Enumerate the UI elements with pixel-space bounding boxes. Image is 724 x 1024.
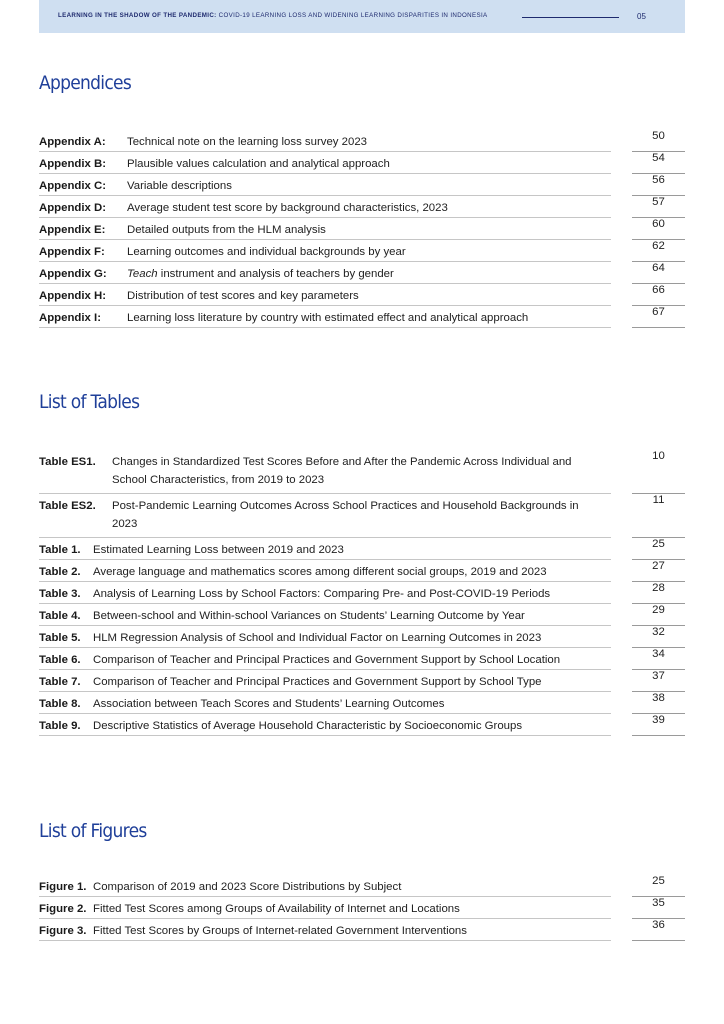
table-entry-label: Table ES2.: [39, 500, 96, 512]
appendix-entry-title-text: Detailed outputs from the HLM analysis: [127, 224, 326, 236]
appendix-entry-page[interactable]: 57: [632, 196, 685, 218]
figure-entry-title-text: Fitted Test Scores among Groups of Availability of Internet and Locations: [93, 903, 460, 915]
appendix-entry-page[interactable]: 66: [632, 284, 685, 306]
table-entry-title: [93, 541, 344, 559]
table-entry[interactable]: [39, 692, 611, 714]
appendix-entry-title: [127, 155, 390, 173]
appendix-entry-label: Appendix E:: [39, 224, 106, 236]
table-entry[interactable]: [39, 604, 611, 626]
figure-entry-page[interactable]: 35: [632, 897, 685, 919]
appendix-entry-title-italic: Teach: [127, 268, 158, 280]
table-entry[interactable]: [39, 560, 611, 582]
appendix-entry-page[interactable]: 67: [632, 306, 685, 328]
appendix-entry[interactable]: [39, 284, 611, 306]
appendix-entry[interactable]: [39, 218, 611, 240]
table-entry[interactable]: [39, 714, 611, 736]
table-entry-page[interactable]: 37: [632, 670, 685, 692]
figure-entry-title-text: Fitted Test Scores by Groups of Internet-related Government Interventions: [93, 925, 467, 937]
tables-heading: List of Tables: [39, 391, 140, 413]
appendix-entry-title: [127, 243, 406, 261]
table-entry-page[interactable]: 28: [632, 582, 685, 604]
appendix-entry-title-text: Average student test score by background characteristics, 2023: [127, 202, 448, 214]
table-entry-label: Table 1.: [39, 544, 81, 556]
appendix-entry-label: Appendix D:: [39, 202, 107, 214]
header-title-rest: COVID-19 LEARNING LOSS AND WIDENING LEARNING DISPARITIES IN INDONESIA: [218, 12, 488, 19]
appendix-entry[interactable]: [39, 130, 611, 152]
appendix-entry-title: [127, 133, 367, 151]
appendix-entry-title: [127, 199, 448, 217]
table-entry-title: [93, 695, 444, 713]
table-entry-label: Table 4.: [39, 610, 81, 622]
table-entry-title: [93, 629, 541, 647]
appendix-entry-label: Appendix I:: [39, 312, 102, 324]
table-entry[interactable]: [39, 626, 611, 648]
appendix-entry[interactable]: [39, 306, 611, 328]
header-divider: [522, 17, 619, 18]
table-entry-page[interactable]: 38: [632, 692, 685, 714]
table-entry-title: [93, 585, 550, 603]
appendix-entry[interactable]: [39, 240, 611, 262]
appendix-entry-page[interactable]: 54: [632, 152, 685, 174]
table-entry-page[interactable]: 25: [632, 538, 685, 560]
appendix-entry-title-text: Plausible values calculation and analytical approach: [127, 158, 390, 170]
appendix-entry-label: Appendix F:: [39, 246, 105, 258]
table-entry-label: Table 3.: [39, 588, 81, 600]
table-entry-title-text: Between-school and Within-school Variances on Students’ Learning Outcome by Year: [93, 610, 525, 622]
table-entry-page[interactable]: 10: [632, 450, 685, 494]
header-page-number: 05: [637, 12, 646, 21]
table-entry-label: Table 6.: [39, 654, 81, 666]
table-entry-title: [112, 453, 582, 489]
table-entry-title-text: Post-Pandemic Learning Outcomes Across School Practices and Household Backgrounds in 2023: [112, 500, 579, 530]
table-entry-title: [93, 673, 542, 691]
table-entry[interactable]: [39, 648, 611, 670]
table-entry-title: [93, 607, 525, 625]
table-entry[interactable]: [39, 494, 611, 538]
appendix-entry[interactable]: [39, 174, 611, 196]
table-entry-title-text: Estimated Learning Loss between 2019 and 2023: [93, 544, 344, 556]
table-entry-label: Table 9.: [39, 720, 81, 732]
appendix-entry-page[interactable]: 56: [632, 174, 685, 196]
figures-heading: List of Figures: [39, 820, 147, 842]
appendix-entry-page[interactable]: 64: [632, 262, 685, 284]
running-header-title: [58, 12, 488, 19]
figure-entry-title: [93, 900, 460, 918]
running-header: [39, 0, 685, 33]
figure-entry[interactable]: [39, 919, 611, 941]
appendix-entry-title: [127, 287, 359, 305]
figures-page-column: [632, 875, 685, 941]
header-title-bold: LEARNING IN THE SHADOW OF THE PANDEMIC:: [58, 12, 217, 19]
table-entry[interactable]: [39, 538, 611, 560]
appendix-entry-title: [127, 309, 528, 327]
table-entry-title-text: Comparison of Teacher and Principal Practices and Government Support by School Type: [93, 676, 542, 688]
table-entry-page[interactable]: 34: [632, 648, 685, 670]
table-entry-page[interactable]: 11: [632, 494, 685, 538]
figure-entry-title-text: Comparison of 2019 and 2023 Score Distributions by Subject: [93, 881, 402, 893]
appendix-entry-title: [127, 221, 326, 239]
table-entry[interactable]: [39, 450, 611, 494]
appendix-entry[interactable]: [39, 152, 611, 174]
appendix-entry-title: [127, 265, 394, 283]
appendix-entry[interactable]: [39, 196, 611, 218]
appendix-entry-title: [127, 177, 232, 195]
appendix-entry-title-text: Variable descriptions: [127, 180, 232, 192]
tables-page-column: [632, 450, 685, 736]
appendix-entry-page[interactable]: 62: [632, 240, 685, 262]
appendix-entry-title-text: instrument and analysis of teachers by gender: [157, 268, 394, 280]
appendix-entry-title-text: Learning loss literature by country with estimated effect and analytical approach: [127, 312, 529, 324]
table-entry-label: Table 5.: [39, 632, 81, 644]
table-entry-label: Table 2.: [39, 566, 81, 578]
appendix-entry-title-text: Distribution of test scores and key parameters: [127, 290, 359, 302]
table-entry-label: Table 8.: [39, 698, 81, 710]
figures-list: [39, 875, 611, 941]
appendix-entry-label: Appendix B:: [39, 158, 107, 170]
table-entry-title-text: Comparison of Teacher and Principal Practices and Government Support by School Location: [93, 654, 561, 666]
figure-entry-label: Figure 1.: [39, 881, 87, 893]
appendix-entry[interactable]: [39, 262, 611, 284]
table-entry-title-text: Changes in Standardized Test Scores Before and After the Pandemic Across Individual and School Characteristics, from 2019 to 2023: [112, 456, 572, 486]
appendix-entry-title-text: Learning outcomes and individual backgrounds by year: [127, 246, 406, 258]
appendix-entry-label: Appendix C:: [39, 180, 107, 192]
table-entry-title-text: Association between Teach Scores and Students’ Learning Outcomes: [93, 698, 445, 710]
table-entry-title: [93, 651, 560, 669]
figure-entry-title: [93, 922, 467, 940]
appendices-page-column: [632, 130, 685, 328]
appendix-entry-page[interactable]: 60: [632, 218, 685, 240]
table-entry-page[interactable]: 29: [632, 604, 685, 626]
appendix-entry-label: Appendix H:: [39, 290, 107, 302]
figure-entry-page[interactable]: 25: [632, 875, 685, 897]
table-entry-title: [93, 563, 547, 581]
appendices-heading: Appendices: [39, 72, 132, 94]
figure-entry[interactable]: [39, 875, 611, 897]
appendices-list: [39, 130, 611, 328]
tables-list: [39, 450, 611, 736]
table-entry[interactable]: [39, 582, 611, 604]
table-entry-page[interactable]: 32: [632, 626, 685, 648]
figure-entry-title: [93, 878, 401, 896]
appendix-entry-label: Appendix G:: [39, 268, 107, 280]
table-entry-label: Table ES1.: [39, 456, 96, 468]
figure-entry-page[interactable]: 36: [632, 919, 685, 941]
table-entry-title-text: Analysis of Learning Loss by School Factors: Comparing Pre- and Post-COVID-19 Periods: [93, 588, 551, 600]
table-entry-title: [93, 717, 522, 735]
figure-entry-label: Figure 3.: [39, 925, 87, 937]
table-entry-title-text: HLM Regression Analysis of School and Individual Factor on Learning Outcomes in 2023: [93, 632, 542, 644]
table-entry-page[interactable]: 39: [632, 714, 685, 736]
table-entry[interactable]: [39, 670, 611, 692]
figure-entry-label: Figure 2.: [39, 903, 87, 915]
appendix-entry-page[interactable]: 50: [632, 130, 685, 152]
appendix-entry-label: Appendix A:: [39, 136, 106, 148]
table-entry-title-text: Average language and mathematics scores among different social groups, 2019 and 2023: [93, 566, 547, 578]
table-entry-label: Table 7.: [39, 676, 81, 688]
figure-entry[interactable]: [39, 897, 611, 919]
appendix-entry-title-text: Technical note on the learning loss survey 2023: [127, 136, 367, 148]
table-entry-title-text: Descriptive Statistics of Average Household Characteristic by Socioeconomic Groups: [93, 720, 523, 732]
table-entry-page[interactable]: 27: [632, 560, 685, 582]
table-entry-title: [112, 497, 582, 533]
